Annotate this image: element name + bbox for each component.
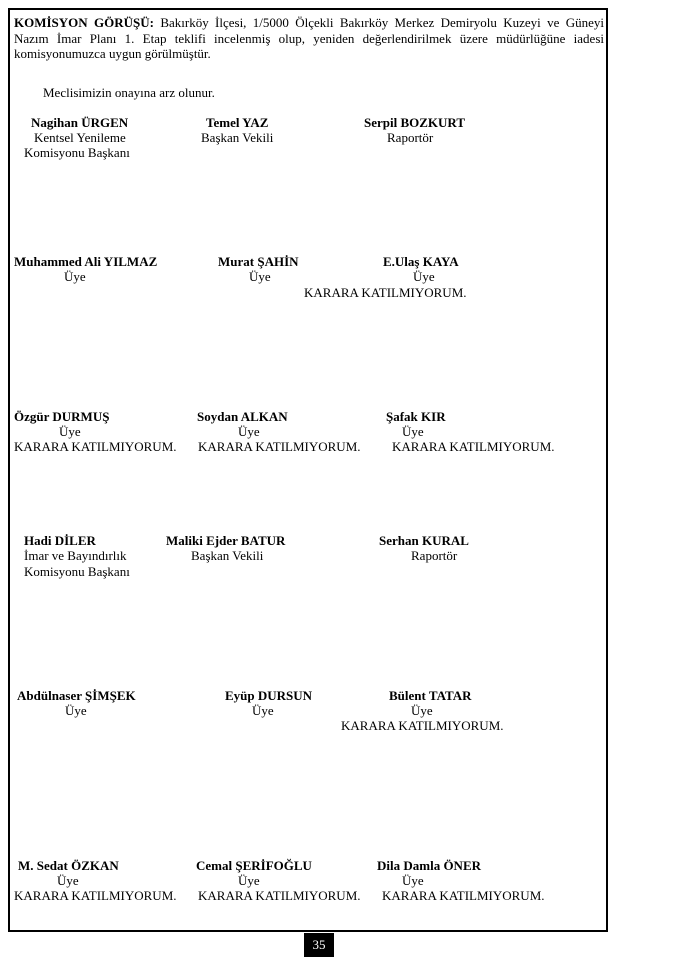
dissent-note: KARARA KATILMIYORUM. (198, 888, 361, 903)
signatory-name: Eyüp DURSUN (225, 688, 313, 703)
opinion-text: Bakırköy İlçesi, 1/5000 Ölçekli Bakırköy Merkez Demiryolu Kuzeyi ve Güneyi Nazım İmar Planı 1. Etap teklifi incelenmiş olup, yeniden değerlendirilmek üzere müdürlüğüne iadesi komisyonumuzca uygun görülmüştür. (14, 15, 604, 61)
signatory-title: Üye (238, 873, 260, 888)
signatory-title: Üye (402, 873, 424, 888)
signatory-name: Özgür DURMUŞ (14, 409, 110, 424)
dissent-note: KARARA KATILMIYORUM. (341, 718, 504, 733)
signatory-title: Üye (249, 269, 271, 284)
signatory-title: Üye (59, 424, 81, 439)
signatory-title: Üye (64, 269, 86, 284)
signatory-name: Hadi DİLER (24, 533, 96, 548)
page-number: 35 (304, 933, 334, 957)
signatory-name: Temel YAZ (206, 115, 269, 130)
signatory-title: Komisyonu Başkanı (24, 145, 130, 160)
signatory-title: Başkan Vekili (191, 548, 264, 563)
signatory-title: Üye (57, 873, 79, 888)
dissent-note: KARARA KATILMIYORUM. (198, 439, 361, 454)
signatory-title: Üye (402, 424, 424, 439)
signatory-name: Serpil BOZKURT (364, 115, 466, 130)
signatory-title: İmar ve Bayındırlık (24, 548, 127, 563)
dissent-note: KARARA KATILMIYORUM. (14, 888, 177, 903)
signatory-name: Dila Damla ÖNER (377, 858, 481, 873)
signatory-name: Murat ŞAHİN (218, 254, 299, 269)
signatory-title: Üye (411, 703, 433, 718)
signatory-name: Cemal ŞERİFOĞLU (196, 858, 312, 873)
signatory-title: Raportör (411, 548, 458, 563)
signatory-name: Abdülnaser ŞİMŞEK (17, 688, 136, 703)
dissent-note: KARARA KATILMIYORUM. (304, 285, 467, 300)
signatory-name: Serhan KURAL (379, 533, 469, 548)
commission-opinion-paragraph (14, 15, 604, 62)
signatory-title: Kentsel Yenileme (34, 130, 126, 145)
dissent-note: KARARA KATILMIYORUM. (392, 439, 555, 454)
dissent-note: KARARA KATILMIYORUM. (14, 439, 177, 454)
signatory-name: Şafak KIR (386, 409, 446, 424)
signatory-title: Komisyonu Başkanı (24, 564, 130, 579)
signatory-title: Üye (252, 703, 274, 718)
dissent-note: KARARA KATILMIYORUM. (382, 888, 545, 903)
signatory-name: M. Sedat ÖZKAN (18, 858, 119, 873)
signatory-title: Başkan Vekili (201, 130, 274, 145)
signatory-name: Maliki Ejder BATUR (166, 533, 286, 548)
signatory-name: Nagihan ÜRGEN (31, 115, 129, 130)
signatory-title: Üye (238, 424, 260, 439)
signatory-name: Muhammed Ali YILMAZ (14, 254, 158, 269)
signatory-title: Raportör (387, 130, 434, 145)
signatory-name: E.Ulaş KAYA (383, 254, 459, 269)
signatory-title: Üye (413, 269, 435, 284)
signatory-name: Soydan ALKAN (197, 409, 288, 424)
signatory-name: Bülent TATAR (389, 688, 472, 703)
closing-sentence: Meclisimizin onayına arz olunur. (43, 85, 215, 100)
opinion-heading: KOMİSYON GÖRÜŞÜ: (14, 15, 154, 30)
signatory-title: Üye (65, 703, 87, 718)
